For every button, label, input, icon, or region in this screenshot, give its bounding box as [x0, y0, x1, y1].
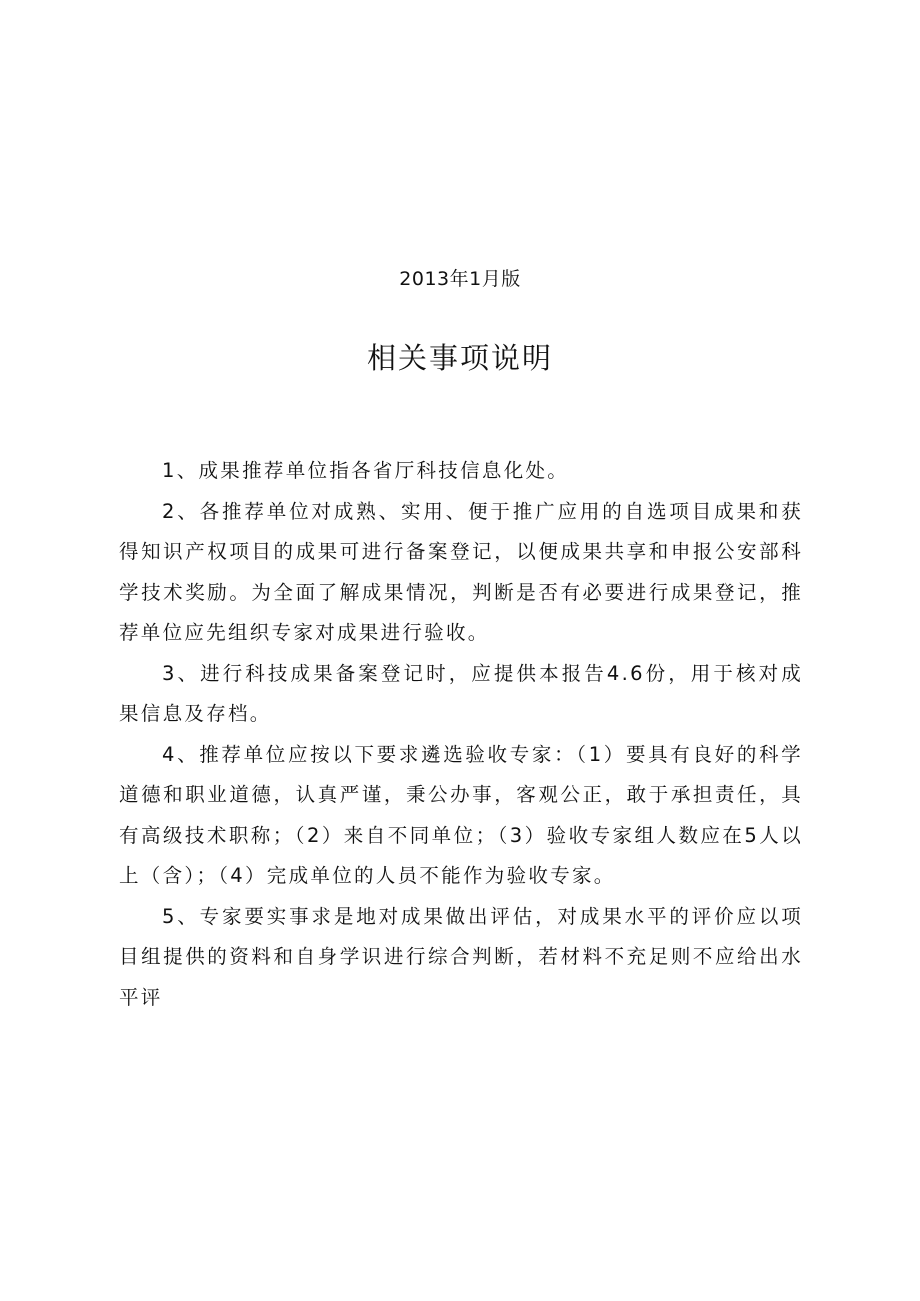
- paragraph-5: 5、专家要实事求是地对成果做出评估，对成果水平的评价应以项目组提供的资料和自身学识进行综合判断，若材料不充足则不应给出水平评: [119, 904, 803, 1009]
- document-body: [119, 451, 803, 1018]
- edition-label: 2013年1月版: [399, 268, 521, 290]
- page-title: 相关事项说明: [366, 341, 553, 375]
- paragraph-2: 2、各推荐单位对成熟、实用、便于推广应用的自选项目成果和获得知识产权项目的成果可进行备案登记，以便成果共享和申报公安部科学技术奖励。为全面了解成果情况，判断是否有必要进行成果登记，推荐单位应先组织专家对成果进行验收。: [119, 499, 803, 644]
- paragraph-4: 4、推荐单位应按以下要求遴选验收专家：（1）要具有良好的科学道德和职业道德，认真严谨，秉公办事，客观公正，敢于承担责任，具有高级技术职称；（2）来自不同单位；（3）验收专家组人数应在5人以上（含）；（4）完成单位的人员不能作为验收专家。: [119, 742, 803, 887]
- paragraph-1: 1、成果推荐单位指各省厅科技信息化处。: [162, 459, 570, 482]
- paragraph-3: 3、进行科技成果备案登记时，应提供本报告4.6份，用于核对成果信息及存档。: [119, 661, 803, 725]
